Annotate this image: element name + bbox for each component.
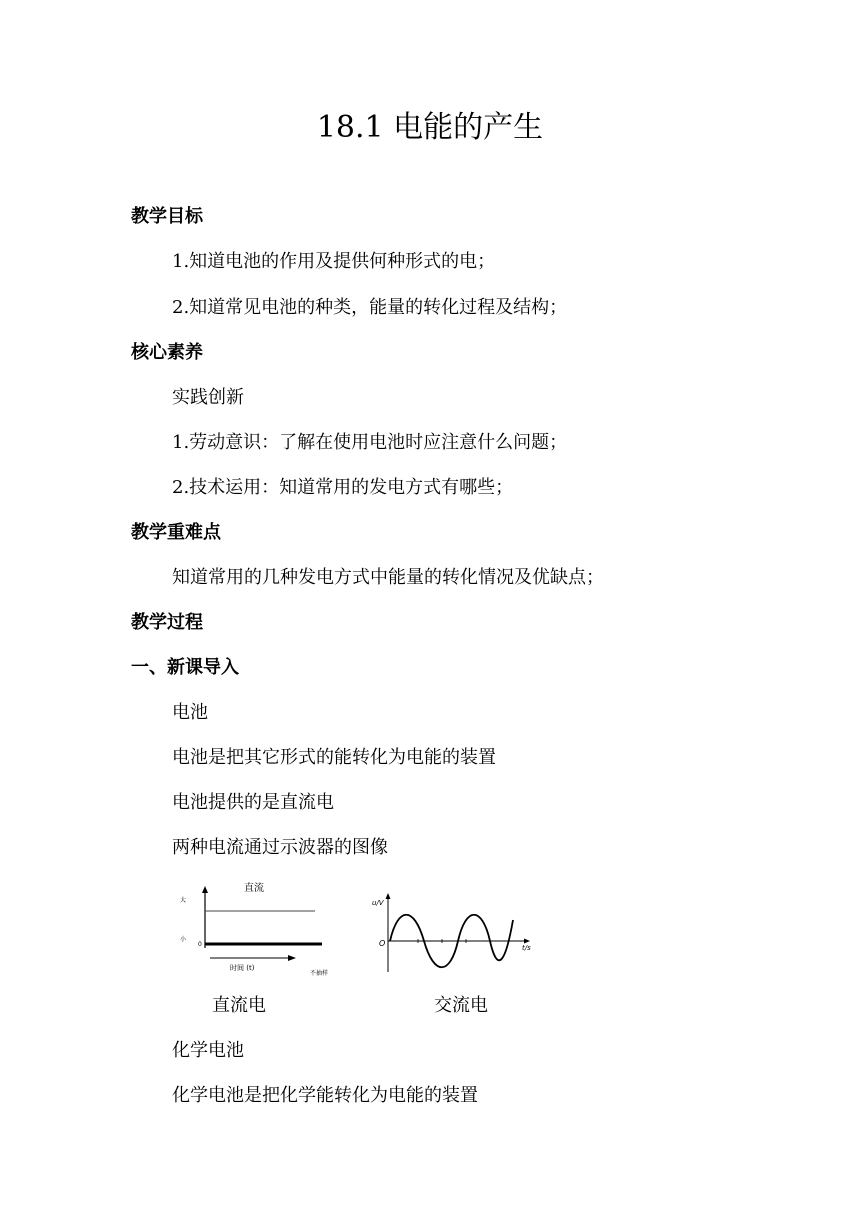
ac-figure-caption: 交流电 — [434, 995, 488, 1016]
intro-item: 电池提供的是直流电 — [172, 792, 334, 813]
heading-new-lesson-intro: 一、新课导入 — [131, 657, 239, 678]
dc-figure-caption: 直流电 — [212, 995, 266, 1016]
dc-current-figure — [172, 878, 342, 978]
ac-origin-label: O — [379, 939, 386, 948]
body-item: 化学电池是把化学能转化为电能的装置 — [172, 1085, 478, 1106]
heading-teaching-process: 教学过程 — [131, 612, 203, 633]
ac-x-label: t/s — [522, 944, 531, 952]
intro-item: 电池 — [172, 702, 208, 723]
dc-figure-title: 直流 — [244, 883, 264, 894]
page-title: 18.1 电能的产生 — [316, 110, 544, 145]
literacy-item: 1.劳动意识：了解在使用电池时应注意什么问题； — [172, 432, 568, 453]
literacy-item: 实践创新 — [172, 387, 244, 408]
dc-y-arrow-icon — [202, 886, 208, 893]
dc-corner-label: 不抽样 — [310, 970, 329, 977]
literacy-item: 2.技术运用：知道常用的发电方式有哪些； — [172, 477, 514, 498]
dc-time-arrow-icon — [288, 955, 296, 961]
dc-y-high-label: 大 — [180, 897, 187, 904]
intro-item: 两种电流通过示波器的图像 — [172, 837, 388, 858]
dc-origin-label: 0 — [198, 941, 202, 948]
heading-teaching-goals: 教学目标 — [131, 206, 203, 227]
ac-y-label: u/V — [372, 899, 384, 907]
dc-y-low-label: 小 — [180, 936, 187, 943]
goal-item: 1.知道电池的作用及提供何种形式的电； — [172, 251, 496, 272]
dc-x-label: 时间 (t) — [230, 964, 255, 972]
body-item: 化学电池 — [172, 1040, 244, 1061]
intro-item: 电池是把其它形式的能转化为电能的装置 — [172, 747, 496, 768]
ac-current-figure — [370, 890, 540, 975]
ac-y-arrow-icon — [386, 893, 391, 899]
heading-core-literacy: 核心素养 — [131, 342, 203, 363]
heading-key-points: 教学重难点 — [131, 522, 221, 543]
key-point-item: 知道常用的几种发电方式中能量的转化情况及优缺点； — [172, 567, 604, 588]
goal-item: 2.知道常见电池的种类，能量的转化过程及结构； — [172, 297, 568, 318]
ac-x-arrow-icon — [524, 939, 530, 944]
